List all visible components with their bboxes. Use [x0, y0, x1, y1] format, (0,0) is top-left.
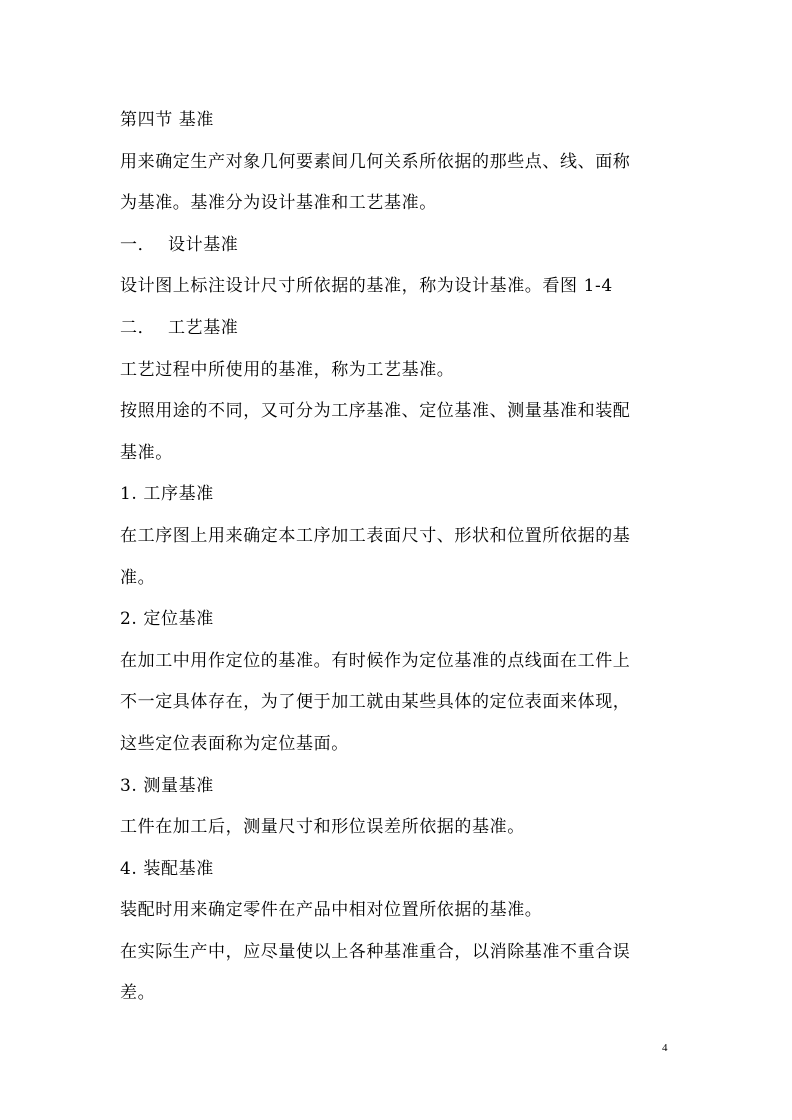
subheading-operation-datum: 1. 工序基准 [120, 484, 214, 505]
heading-number: 二． [120, 317, 156, 338]
subheading-assembly-datum: 4. 装配基准 [120, 858, 214, 879]
paragraph-line: 差。 [120, 983, 156, 1004]
subheading-measuring-datum: 3. 测量基准 [120, 775, 214, 796]
heading-process-datum [120, 308, 665, 350]
paragraph-line: 在实际生产中，应尽量使以上各种基准重合，以消除基准不重合误 [120, 941, 631, 962]
heading-title: 设计基准 [168, 234, 239, 255]
heading-design-datum [120, 225, 665, 267]
paragraph-line: 用来确定生产对象几何要素间几何关系所依据的那些点、线、面称 [120, 151, 631, 172]
heading-title: 工艺基准 [168, 317, 239, 338]
paragraph-line: 为基准。基准分为设计基准和工艺基准。 [120, 193, 437, 214]
subheading-locating-datum: 2. 定位基准 [120, 609, 214, 630]
heading-number: 一． [120, 234, 156, 255]
paragraph-line: 基准。 [120, 442, 173, 463]
paragraph-line: 在工序图上用来确定本工序加工表面尺寸、形状和位置所依据的基 [120, 525, 631, 546]
paragraph-line: 工艺过程中所使用的基准，称为工艺基准。 [120, 359, 455, 380]
paragraph-line: 按照用途的不同，又可分为工序基准、定位基准、测量基准和装配 [120, 401, 631, 422]
paragraph-line: 不一定具体存在，为了便于加工就由某些具体的定位表面来体现， [120, 692, 631, 713]
page-number: 4 [662, 1042, 668, 1054]
paragraph-line: 这些定位表面称为定位基面。 [120, 733, 349, 754]
paragraph-line: 准。 [120, 567, 156, 588]
paragraph-line: 工件在加工后，测量尺寸和形位误差所依据的基准。 [120, 817, 525, 838]
document-body [120, 100, 665, 1015]
paragraph-line: 在加工中用作定位的基准。有时候作为定位基准的点线面在工件上 [120, 650, 631, 671]
paragraph-line: 装配时用来确定零件在产品中相对位置所依据的基准。 [120, 900, 543, 921]
paragraph-line: 设计图上标注设计尺寸所依据的基准，称为设计基准。看图 1-4 [120, 276, 613, 297]
section-title: 第四节 基准 [120, 110, 215, 130]
